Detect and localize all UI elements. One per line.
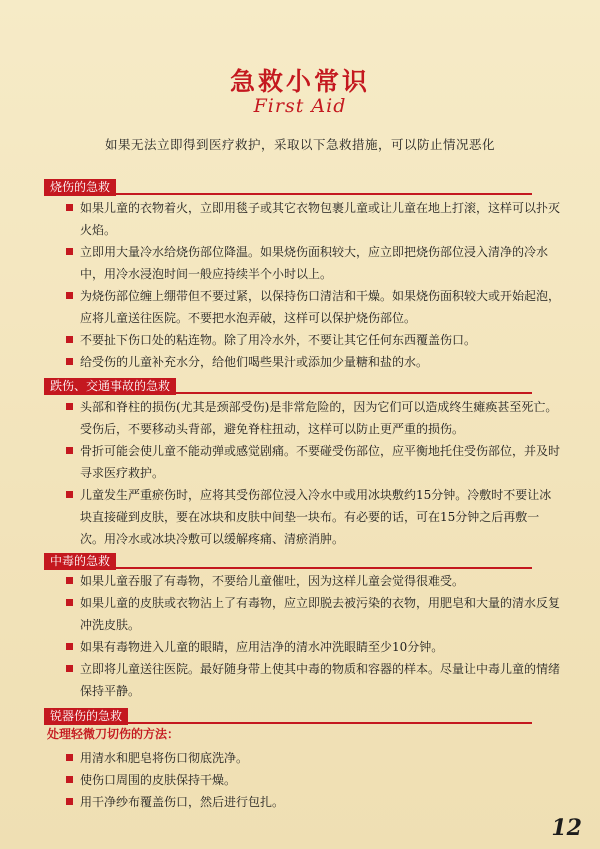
bullet-icon (66, 292, 73, 299)
bullet-icon (66, 358, 73, 365)
list-item: 如果有毒物进入儿童的眼睛，应用洁净的清水冲洗眼睛至少10分钟。 (80, 636, 562, 658)
bullet-icon (66, 665, 73, 672)
section-header-sharp (44, 705, 532, 724)
bullet-icon (66, 491, 73, 498)
list-item: 为烧伤部位缠上绷带但不要过紧，以保持伤口清洁和干燥。如果烧伤面积较大或开始起泡，应将儿童送往医院。不要把水泡弄破，这样可以保护烧伤部位。 (80, 285, 562, 329)
section-title-sharp: 锐器伤的急救 (44, 708, 128, 725)
section-title-poisoning: 中毒的急救 (44, 553, 116, 570)
page-title: 急救小常识 (229, 67, 370, 96)
section-header-falls (44, 375, 532, 394)
list-item: 如果儿童的衣物着火，立即用毯子或其它衣物包裹儿童或让儿童在地上打滚，这样可以扑灭火焰。 (80, 197, 562, 241)
list-item: 立即将儿童送往医院。最好随身带上使其中毒的物质和容器的样本。尽量让中毒儿童的情绪保持平静。 (80, 658, 562, 702)
list-item: 头部和脊柱的损伤(尤其是颈部受伤)是非常危险的，因为它们可以造成终生瘫痪甚至死亡。受伤后，不要移动头背部，避免脊柱扭动，这样可以防止更严重的损伤。 (80, 396, 562, 440)
bullet-icon (66, 798, 73, 805)
bullet-icon (66, 599, 73, 606)
list-item: 用清水和肥皂将伤口彻底洗净。 (80, 747, 562, 769)
section-body-poisoning (80, 570, 562, 702)
list-item: 给受伤的儿童补充水分，给他们喝些果汁或添加少量糖和盐的水。 (80, 351, 562, 373)
section-body-sharp (80, 747, 562, 813)
bullet-icon (66, 643, 73, 650)
intro-text: 如果无法立即得到医疗救护，采取以下急救措施，可以防止情况恶化 (104, 137, 495, 152)
bullet-icon (66, 577, 73, 584)
bullet-icon (66, 447, 73, 454)
list-item: 使伤口周围的皮肤保持干燥。 (80, 769, 562, 791)
section-header-poisoning (44, 550, 532, 569)
section-subheading-sharp: 处理轻微刀切伤的方法： (47, 727, 180, 741)
list-item: 不要扯下伤口处的粘连物。除了用冷水外，不要让其它任何东西覆盖伤口。 (80, 329, 562, 351)
list-item: 用干净纱布覆盖伤口，然后进行包扎。 (80, 791, 562, 813)
section-title-burns: 烧伤的急救 (44, 179, 116, 196)
list-item: 如果儿童的皮肤或衣物沾上了有毒物，应立即脱去被污染的衣物，用肥皂和大量的清水反复冲洗皮肤。 (80, 592, 562, 636)
bullet-icon (66, 403, 73, 410)
bullet-icon (66, 776, 73, 783)
bullet-icon (66, 204, 73, 211)
bullet-icon (66, 754, 73, 761)
section-title-falls: 跌伤、交通事故的急救 (44, 378, 176, 395)
list-item: 如果儿童吞服了有毒物，不要给儿童催吐，因为这样儿童会觉得很难受。 (80, 570, 562, 592)
page-number: 12 (551, 815, 582, 841)
bullet-icon (66, 336, 73, 343)
section-body-burns (80, 197, 562, 373)
list-item: 骨折可能会使儿童不能动弹或感觉剧痛。不要碰受伤部位，应平衡地托住受伤部位，并及时寻求医疗救护。 (80, 440, 562, 484)
section-body-falls (80, 396, 562, 550)
page-subtitle: First Aid (253, 95, 347, 117)
list-item: 儿童发生严重瘀伤时，应将其受伤部位浸入冷水中或用冰块敷约15分钟。冷敷时不要让冰块直接碰到皮肤，要在冰块和皮肤中间垫一块布。有必要的话，可在15分钟之后再敷一次。用冷水或冰块冷敷可以缓解疼痛、清瘀消肿。 (80, 484, 562, 550)
bullet-icon (66, 248, 73, 255)
list-item: 立即用大量冷水给烧伤部位降温。如果烧伤面积较大，应立即把烧伤部位浸入清净的冷水中，用冷水浸泡时间一般应持续半个小时以上。 (80, 241, 562, 285)
section-header-burns (44, 176, 532, 195)
